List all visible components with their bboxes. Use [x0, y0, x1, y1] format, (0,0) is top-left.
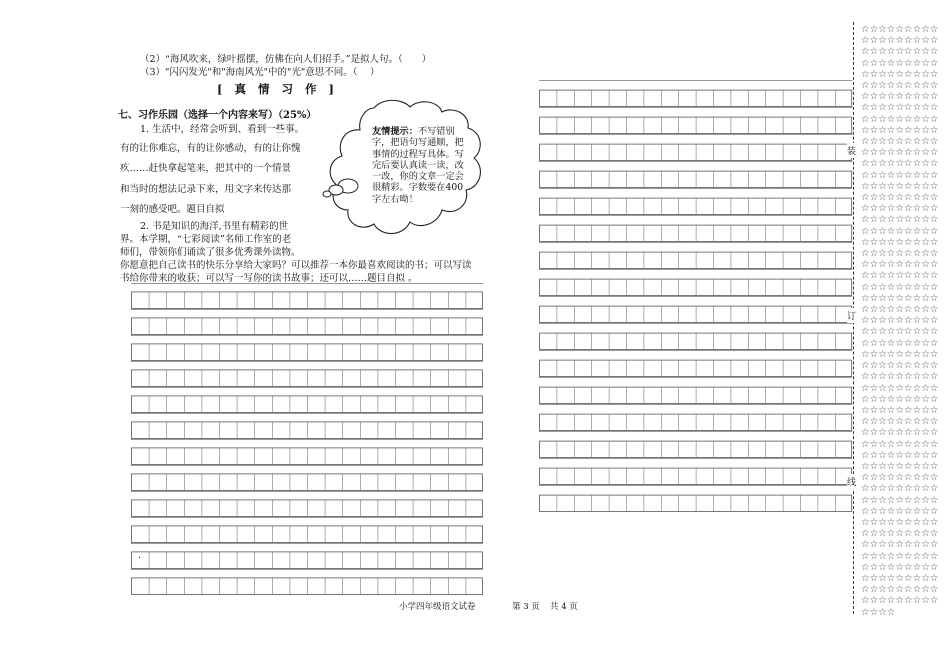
star-border: ☆☆☆☆☆☆☆☆☆ ☆☆☆☆☆☆☆☆☆ ☆☆☆☆☆☆☆☆☆ ☆☆☆☆☆☆☆☆☆ ☆☆☆☆☆☆☆☆☆ ☆☆☆☆☆☆☆☆☆ ☆☆☆☆☆☆☆☆☆ ☆☆☆☆☆☆☆☆☆ ☆☆☆☆☆☆☆☆☆ ☆☆☆☆☆☆☆☆☆ ☆☆☆☆☆☆☆☆☆ ☆☆☆☆☆☆☆☆☆ ☆☆☆☆☆☆☆☆☆ ☆☆☆☆☆☆☆☆☆ ☆☆☆☆☆☆☆☆☆ ☆☆☆☆☆☆☆☆☆ ☆☆☆☆☆☆☆☆☆ ☆☆☆☆☆☆☆☆☆ ☆☆☆☆☆☆☆☆☆ ☆☆☆☆☆☆☆☆☆ ☆☆☆☆☆☆☆☆☆ ☆☆☆☆☆☆☆☆☆ ☆☆☆☆☆☆☆☆☆ ☆☆☆☆☆☆☆☆☆ ☆☆☆☆☆☆☆☆☆ ☆☆☆☆☆☆☆☆☆ ☆☆☆☆☆☆☆☆☆ ☆☆☆☆☆☆☆☆☆ ☆☆☆☆☆☆☆☆☆ ☆☆☆☆☆☆☆☆☆ ☆☆☆☆☆☆☆☆☆ ☆☆☆☆☆☆☆☆☆ ☆☆☆☆☆☆☆☆☆ ☆☆☆☆☆☆☆☆☆ ☆☆☆☆☆☆☆☆☆ ☆☆☆☆☆☆☆☆☆ ☆☆☆☆☆☆☆☆☆ ☆☆☆☆☆☆☆☆☆ ☆☆☆☆☆☆☆☆☆ ☆☆☆☆☆☆☆☆☆ ☆☆☆☆☆☆☆☆☆ ☆☆☆☆☆☆☆☆☆ ☆☆☆☆☆☆☆☆☆ ☆☆☆☆☆☆☆☆☆ ☆☆☆☆☆☆☆☆☆ ☆☆☆☆☆☆☆☆☆ ☆☆☆☆☆☆☆☆☆ ☆☆☆☆☆☆☆☆☆ ☆☆☆☆☆☆☆☆☆ ☆☆☆☆☆☆☆☆☆ ☆☆☆☆☆☆☆☆☆ ☆☆☆☆☆☆☆☆☆ ☆☆☆☆: [861, 24, 939, 618]
binding-label-ding: 订: [847, 308, 856, 323]
grid-row[interactable]: [131, 570, 483, 596]
grid-row[interactable]: [539, 459, 852, 486]
topic1-line: 一刻的感受吧。题目自拟: [120, 204, 225, 215]
grid-row[interactable]: [131, 440, 483, 466]
grid-row[interactable]: [539, 378, 852, 405]
grid-row[interactable]: [131, 544, 483, 570]
writing-grid-right[interactable]: [539, 80, 853, 514]
question-3: （3）"闪闪发光"和"海南风光"中的"光"意思不同。（ ）: [140, 67, 380, 78]
grid-row[interactable]: [539, 324, 852, 351]
tip-line: 一改，你的文章一定会: [372, 171, 464, 183]
grid-row[interactable]: [539, 108, 852, 135]
tip-line: 不写错别: [417, 126, 455, 137]
grid-row[interactable]: [131, 336, 483, 362]
grid-row[interactable]: [539, 189, 852, 216]
grid-row[interactable]: [131, 518, 483, 544]
grid-row[interactable]: [131, 284, 483, 310]
topic2-line: 你愿意把自己读书的快乐分享给大家吗？可以推荐一本你最喜欢阅读的书；可以写读: [120, 260, 472, 271]
grid-row[interactable]: [539, 432, 852, 459]
grid-row[interactable]: [539, 486, 852, 513]
tip-line: 字左右呦！: [372, 193, 418, 205]
footer-page-number: 第 3 页: [512, 602, 540, 612]
grid-row[interactable]: [539, 297, 852, 324]
binding-label-zhuang: 装: [847, 143, 856, 158]
question-2: （2）“海风吹来，绿叶摇摆，仿佛在向人们招手。”是拟人句。（ ）: [140, 54, 432, 65]
topic2-line: 界。本学期，“七彩阅读”名师工作室的老: [120, 234, 292, 245]
grid-row[interactable]: [131, 414, 483, 440]
grid-row[interactable]: [539, 270, 852, 297]
tip-line: 事情的过程写具体。写: [372, 148, 464, 160]
grid-row[interactable]: [539, 351, 852, 378]
section-seven-heading: 七、习作乐园（选择一个内容来写）（25%）: [118, 110, 317, 121]
grid-row[interactable]: [131, 466, 483, 492]
topic2-line: 书给你带来的收获；可以写一写你的读书故事；还可以……题目自拟 。: [120, 273, 418, 284]
grid-row[interactable]: [131, 388, 483, 414]
topic1-line: 疚……赶快拿起笔来，把其中的一个情景: [120, 163, 292, 174]
grid-row[interactable]: [539, 81, 852, 108]
tip-label: 友情提示：: [372, 126, 418, 137]
topic1-line: 1. 生活中，经常会听到、看到一些事。: [140, 124, 305, 135]
footer-total-pages: 共 4 页: [550, 602, 578, 612]
grid-row[interactable]: [539, 162, 852, 189]
tip-text: [372, 126, 464, 205]
grid-mark: .: [138, 550, 142, 561]
topic1-line: 和当时的想法记录下来，用文字来传达那: [120, 184, 292, 195]
topic1-line: 有的让你难忘，有的让你感动，有的让你愧: [120, 143, 301, 154]
grid-row[interactable]: [131, 310, 483, 336]
tip-line: 很精彩。字数要在400: [372, 182, 464, 194]
grid-row[interactable]: [539, 135, 852, 162]
grid-row[interactable]: [539, 243, 852, 270]
binding-label-xian: 线: [847, 474, 856, 489]
grid-row[interactable]: [539, 405, 852, 432]
topic2-line: 师们，带领你们诵读了很多优秀课外读物。: [120, 247, 301, 258]
section-title: [ 真 情 习 作 ]: [217, 82, 338, 96]
footer-exam-name: 小学四年级语文试卷: [399, 602, 476, 612]
tip-line: 字，把语句写通顺，把: [372, 137, 464, 149]
grid-row[interactable]: [131, 492, 483, 518]
grid-row[interactable]: [539, 216, 852, 243]
tip-line: 完后要认真读一读，改: [372, 159, 464, 171]
grid-row[interactable]: [131, 362, 483, 388]
writing-grid-left[interactable]: [131, 283, 485, 595]
topic2-line: 2. 书是知识的海洋,书里有精彩的世: [140, 221, 289, 232]
